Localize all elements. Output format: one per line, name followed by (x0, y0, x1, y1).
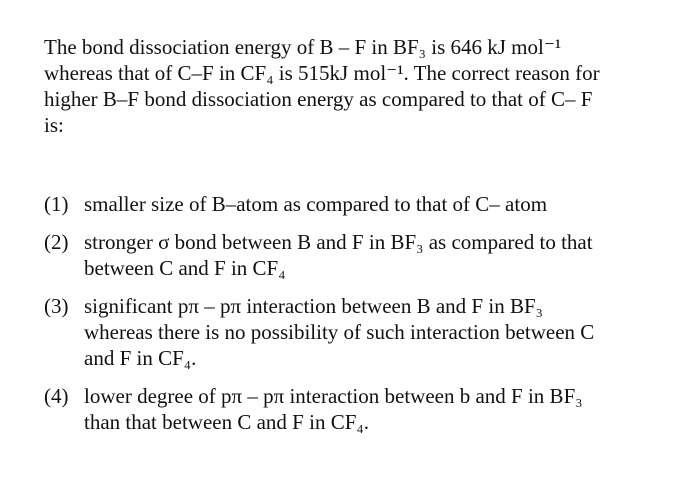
option-number: (4) (44, 384, 69, 408)
option-4[interactable] (44, 383, 669, 435)
question-stem (44, 34, 669, 138)
option-1[interactable] (44, 191, 669, 217)
option-text-line: than that between C and F in CF₄. (84, 410, 369, 434)
option-text-line: lower degree of pπ – pπ interaction between b and F in BF₃ (84, 384, 583, 408)
option-text-line: between C and F in CF₄ (84, 256, 286, 280)
question-line: higher B–F bond dissociation energy as compared to that of C– F (44, 87, 593, 111)
option-2[interactable] (44, 229, 669, 281)
option-number: (3) (44, 294, 69, 318)
option-text-line: stronger σ bond between B and F in BF₃ as compared to that (84, 230, 593, 254)
answer-options (44, 191, 669, 447)
option-text-line: smaller size of B–atom as compared to that of C– atom (84, 192, 548, 216)
question-line: whereas that of C–F in CF₄ is 515kJ mol⁻¹. The correct reason for (44, 61, 600, 85)
option-text-line: whereas there is no possibility of such interaction between C (84, 320, 595, 344)
option-3[interactable] (44, 293, 669, 371)
option-text-line: significant pπ – pπ interaction between B and F in BF₃ (84, 294, 543, 318)
option-text-line: and F in CF₄. (84, 346, 197, 370)
question-line: The bond dissociation energy of B – F in BF₃ is 646 kJ mol⁻¹ (44, 35, 562, 59)
option-number: (1) (44, 192, 69, 216)
question-line: is: (44, 113, 64, 137)
option-number: (2) (44, 230, 69, 254)
